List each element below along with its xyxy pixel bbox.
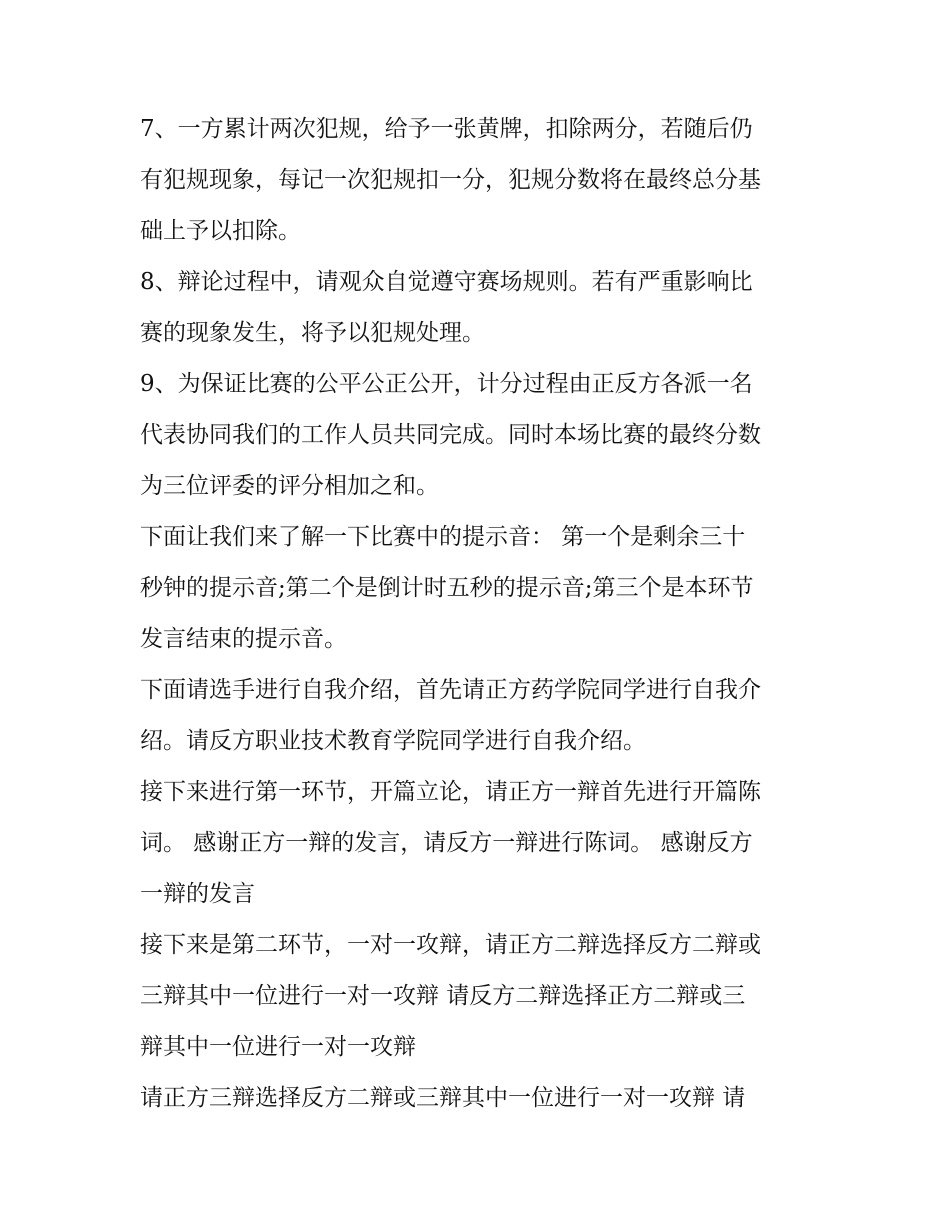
paragraph-first-round — [140, 767, 820, 920]
text-line: 9、为保证比赛的公平公正公开，计分过程由正反方各派一名 — [140, 371, 753, 397]
text-line: 下面请选手进行自我介绍，首先请正方药学院同学进行自我介 — [140, 677, 761, 703]
text-line: 一辩的发言 — [140, 881, 255, 907]
text-line: 请正方三辩选择反方二辩或三辩其中一位进行一对一攻辩 请 — [140, 1085, 746, 1111]
text-line: 秒钟的提示音;第二个是倒计时五秒的提示音;第三个是本环节 — [140, 575, 754, 601]
text-line: 辩其中一位进行一对一攻辩 — [140, 1034, 416, 1060]
text-line: 词。 感谢正方一辩的发言，请反方一辩进行陈词。 感谢反方 — [140, 830, 753, 856]
paragraph-second-round — [140, 920, 820, 1073]
text-line: 接下来是第二环节，一对一攻辩，请正方二辩选择反方二辩或 — [140, 932, 761, 958]
paragraph-self-introduction — [140, 665, 820, 767]
text-line: 有犯规现象，每记一次犯规扣一分，犯规分数将在最终总分基 — [140, 167, 761, 193]
text-line: 础上予以扣除。 — [140, 218, 301, 244]
paragraph-rule-8 — [140, 257, 820, 359]
text-line: 绍。请反方职业技术教育学院同学进行自我介绍。 — [140, 728, 646, 754]
paragraph-rule-7 — [140, 104, 820, 257]
text-line: 接下来进行第一环节，开篇立论，请正方一辩首先进行开篇陈 — [140, 779, 761, 805]
paragraph-prompt-sounds — [140, 512, 820, 665]
text-line: 下面让我们来了解一下比赛中的提示音： 第一个是剩余三十 — [140, 524, 746, 550]
text-line: 为三位评委的评分相加之和。 — [140, 473, 439, 499]
paragraph-third-debater — [140, 1073, 820, 1124]
text-line: 代表协同我们的工作人员共同完成。同时本场比赛的最终分数 — [140, 422, 761, 448]
text-line: 发言结束的提示音。 — [140, 626, 347, 652]
paragraph-rule-9 — [140, 359, 820, 512]
text-line: 三辩其中一位进行一对一攻辩 请反方二辩选择正方二辩或三 — [140, 983, 746, 1009]
document-body — [140, 104, 820, 1124]
text-line: 赛的现象发生，将予以犯规处理。 — [140, 320, 485, 346]
text-line: 8、辩论过程中，请观众自觉遵守赛场规则。若有严重影响比 — [140, 269, 753, 295]
text-line: 7、一方累计两次犯规，给予一张黄牌，扣除两分，若随后仍 — [140, 116, 753, 142]
